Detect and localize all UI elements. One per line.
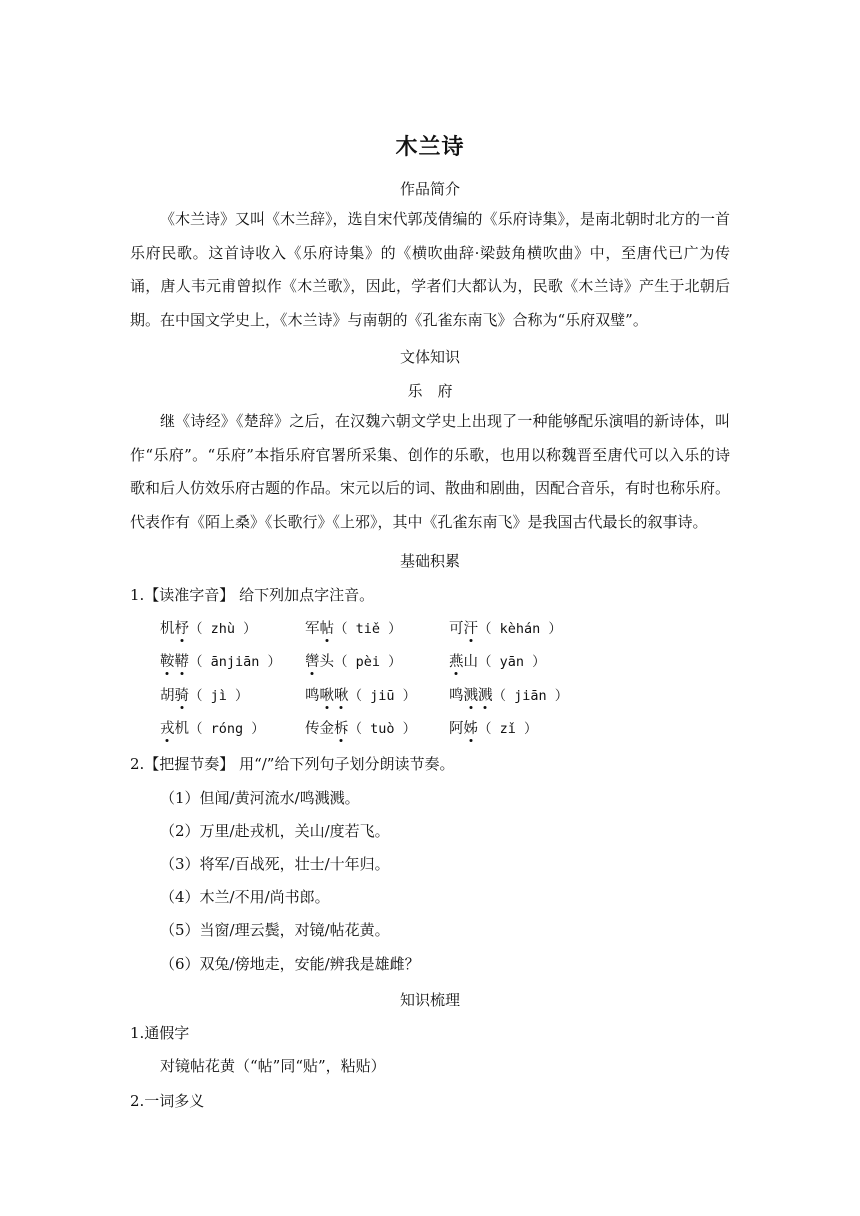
pinyin-item: [305, 684, 416, 705]
word-plain: 可: [449, 621, 464, 637]
dotted-character: 辔: [305, 650, 320, 671]
genre-paragraph: 继《诗经》《楚辞》之后，在汉魏六朝文学史上出现了一种能够配乐演唱的新诗体，叫作“乐府”。“乐府”本指乐府官署所采集、创作的乐歌，也用以称魏晋至唐代可以入乐的诗歌和后人仿效乐府古题的作品。宋元以后的词、散曲和剧曲，因配合音乐，有时也称乐府。代表作有《陌上桑》《长歌行》《上邪》，其中《孔雀东南飞》是我国古代最长的叙事诗。: [130, 412, 731, 531]
pinyin-answer: （ yān ）: [478, 654, 546, 670]
rhythm-item: （1）但闻/黄河流水/鸣溅溅。: [160, 789, 360, 807]
pinyin-answer: （ tiě ）: [334, 621, 402, 637]
dotted-character: 鞍: [160, 650, 175, 671]
question-2-title: 2.【把握节奏】 用“/”给下列句子划分朗读节奏。: [130, 755, 455, 773]
pinyin-item: [160, 717, 265, 738]
pinyin-item: [449, 717, 538, 738]
knowledge-1-title: 1.通假字: [130, 1024, 190, 1042]
pinyin-answer: （ zǐ ）: [478, 721, 538, 737]
dotted-character: 啾: [320, 684, 335, 705]
word-plain: 头: [319, 654, 334, 670]
question-1-title: 1.【读准字音】 给下列加点字注音。: [130, 586, 375, 604]
knowledge-1-text: 对镜帖花黄（“帖”同“贴”，粘贴）: [160, 1057, 386, 1075]
dotted-character: 啾: [334, 684, 349, 705]
knowledge-2-title: 2.一词多义: [130, 1092, 205, 1110]
word-plain: 胡: [160, 688, 175, 704]
page-title: 木兰诗: [395, 135, 465, 160]
pinyin-item: [160, 617, 257, 638]
pinyin-item: [160, 650, 281, 671]
word-plain: 阿: [449, 721, 464, 737]
rhythm-item: （3）将军/百战死，壮士/十年归。: [160, 855, 390, 873]
dotted-character: 溅: [478, 684, 493, 705]
pinyin-item: [449, 684, 568, 705]
word-plain: 传金: [305, 721, 334, 737]
intro-heading: 作品简介: [399, 180, 460, 198]
genre-heading: 文体知识: [399, 348, 460, 366]
dotted-character: 戎: [160, 717, 175, 738]
dotted-character: 姊: [464, 717, 479, 738]
dotted-character: 骑: [175, 684, 190, 705]
pinyin-item: [449, 650, 546, 671]
pinyin-answer: （ róng ）: [189, 721, 265, 737]
word-plain: 机: [160, 621, 175, 637]
word-plain: 鸣: [449, 688, 464, 704]
pinyin-answer: （ jiān ）: [492, 688, 569, 704]
word-plain: 鸣: [305, 688, 320, 704]
word-plain: 机: [174, 721, 189, 737]
pinyin-item: [305, 617, 402, 638]
dotted-character: 鞯: [175, 650, 190, 671]
pinyin-item: [305, 717, 416, 738]
intro-paragraph: 《木兰诗》又叫《木兰辞》，选自宋代郭茂倩编的《乐府诗集》，是南北朝时北方的一首乐府民歌。这首诗收入《乐府诗集》的《横吹曲辞·梁鼓角横吹曲》中，至唐代已广为传诵，唐人韦元甫曾拟作《木兰歌》，因此，学者们大都认为，民歌《木兰诗》产生于北朝后期。在中国文学史上，《木兰诗》与南朝的《孔雀东南飞》合称为“乐府双璧”。: [130, 210, 731, 329]
word-plain: 军: [305, 621, 320, 637]
knowledge-heading: 知识梳理: [399, 991, 460, 1009]
rhythm-item: （4）木兰/不用/尚书郎。: [160, 888, 330, 906]
pinyin-item: [305, 650, 402, 671]
rhythm-item: （5）当窗/理云鬓，对镜/帖花黄。: [160, 921, 390, 939]
rhythm-item: （6）双兔/傍地走，安能/辨我是雄雌？: [160, 955, 420, 973]
basics-heading: 基础积累: [399, 552, 460, 570]
word-plain: 山: [463, 654, 478, 670]
pinyin-answer: （ pèi ）: [334, 654, 402, 670]
dotted-character: 杼: [175, 617, 190, 638]
rhythm-item: （2）万里/赴戎机，关山/度若飞。: [160, 822, 390, 840]
dotted-character: 柝: [334, 717, 349, 738]
dotted-character: 溅: [464, 684, 479, 705]
pinyin-answer: （ jì ）: [189, 688, 249, 704]
pinyin-answer: （ zhù ）: [189, 621, 257, 637]
genre-subheading: 乐 府: [407, 382, 453, 400]
pinyin-answer: （ ānjiān ）: [189, 654, 282, 670]
pinyin-answer: （ kèhán ）: [478, 621, 562, 637]
dotted-character: 帖: [320, 617, 335, 638]
pinyin-answer: （ jiū ）: [348, 688, 417, 704]
pinyin-answer: （ tuò ）: [348, 721, 417, 737]
dotted-character: 汗: [464, 617, 479, 638]
dotted-character: 燕: [449, 650, 464, 671]
pinyin-item: [160, 684, 249, 705]
pinyin-item: [449, 617, 562, 638]
